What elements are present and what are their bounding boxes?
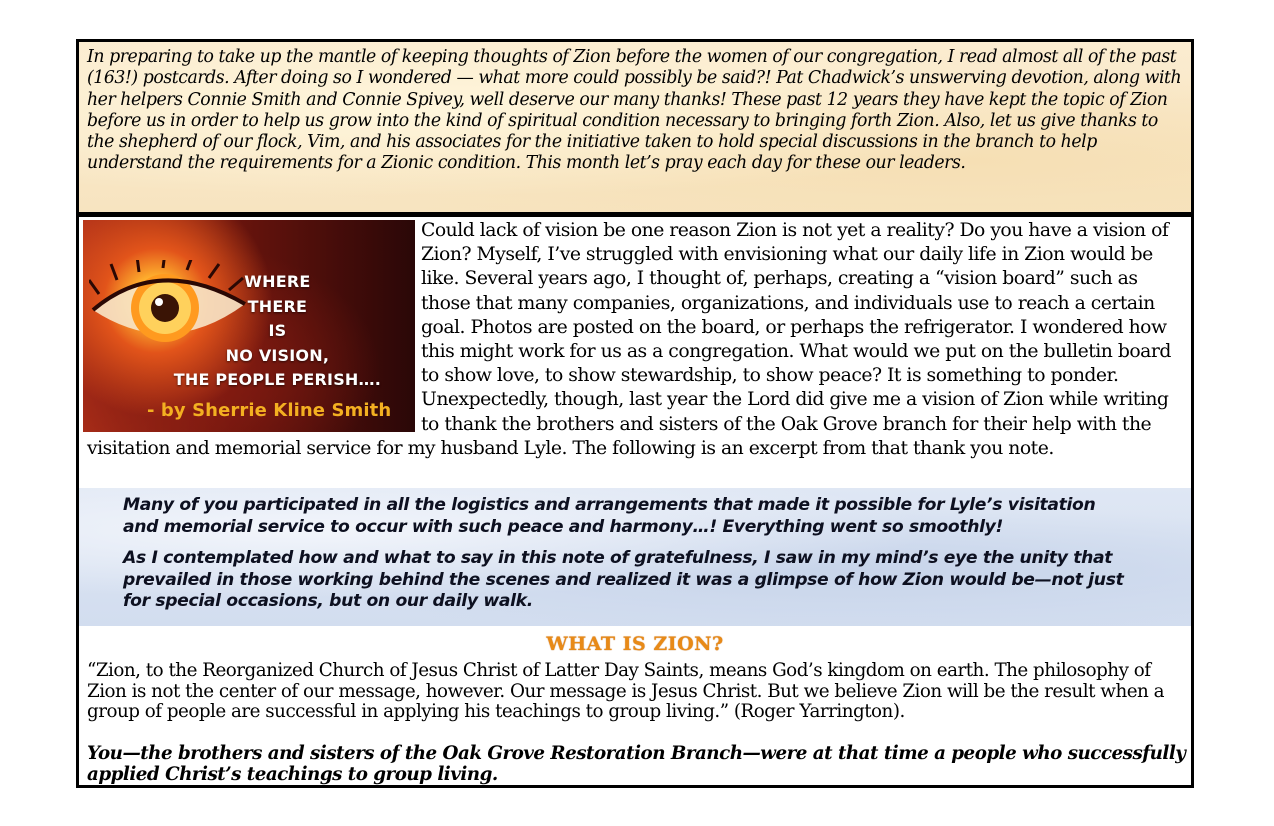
intro-panel — [79, 42, 1191, 217]
banner-line: THERE — [247, 296, 308, 316]
intro-text: In preparing to take up the mantle of keeping thoughts of Zion before the women of our congregation, I read almost all of the past (163!) postcards. After doing so I wondered — what more could possibly be said?! Pat Chadwick’s unswerving devotion, along with her helpers Connie Smith and Connie Spivey, well deserve our many thanks! These past 12 years they have kept the topic of Zion before us in order to help us grow into the kind of spiritual condition necessary to bringing forth Zion. Also, let us give thanks to the shepherd of our flock, Vim, and his associates for the initiative taken to hold special discussions in the branch to help understand the requirements for a Zionic condition. This month let’s pray each day for these our leaders. — [87, 47, 1182, 174]
banner-line: NO VISION, — [225, 345, 330, 365]
banner-line: IS — [268, 321, 287, 340]
section-heading: WHAT IS ZION? — [546, 633, 724, 655]
thank-you-excerpt — [79, 488, 1191, 626]
image-float-spacer — [87, 219, 421, 435]
article-body — [87, 219, 1191, 461]
zion-definition: “Zion, to the Reorganized Church of Jesus Christ of Latter Day Saints, means God’s kingdom on earth. The philosophy of Zion is not the center of our message, however. Our message is Jesus Christ. But we believe Zion will be the result when a group of people are successful in applying his teachings to group living.” (Roger Yarrington). — [87, 660, 1165, 722]
author-byline: - by Sherrie Kline Smith — [147, 400, 392, 421]
banner-line: THE PEOPLE PERISH…. — [173, 370, 381, 389]
banner-line: WHERE — [244, 272, 311, 291]
closing-statement: You—the brothers and sisters of the Oak Grove Restoration Branch—were at that time a people who successfully applied Christ’s teachings to group living. — [87, 743, 1186, 785]
excerpt-paragraph-1: Many of you participated in all the logistics and arrangements that made it possible for Lyle’s visitation and memorial service to occur with such peace and harmony…! Everything went so smoothly! — [123, 495, 1096, 537]
article-text: Could lack of vision be one reason Zion is not yet a reality? Do you have a vision of Zion? Myself, I’ve struggled with envisioning what our daily life in Zion would be like. Several years ago, I thought of, perhaps, creating a “vision board” such as those that many companies, organizations, and individuals use to reach a certain goal. Photos are posted on the board, or perhaps the refrigerator. I wondered how this might work for us as a congregation. What would we put on the bulletin board to show love, to show stewardship, to show peace? It is something to ponder. Unexpectedly, though, last year the Lord did give me a vision of Zion while writing to thank the brothers and sisters of the Oak Grove branch for their help with the visitation and memorial service for my husband Lyle. The following is an excerpt from that thank you note. — [87, 220, 1171, 459]
postcard-frame — [76, 39, 1194, 788]
excerpt-paragraph-2: As I contemplated how and what to say in this note of gratefulness, I saw in my mind’s eye the unity that prevailed in those working behind the scenes and realized it was a glimpse of how Zion would be—not just for special occasions, but on our daily walk. — [123, 548, 1124, 611]
